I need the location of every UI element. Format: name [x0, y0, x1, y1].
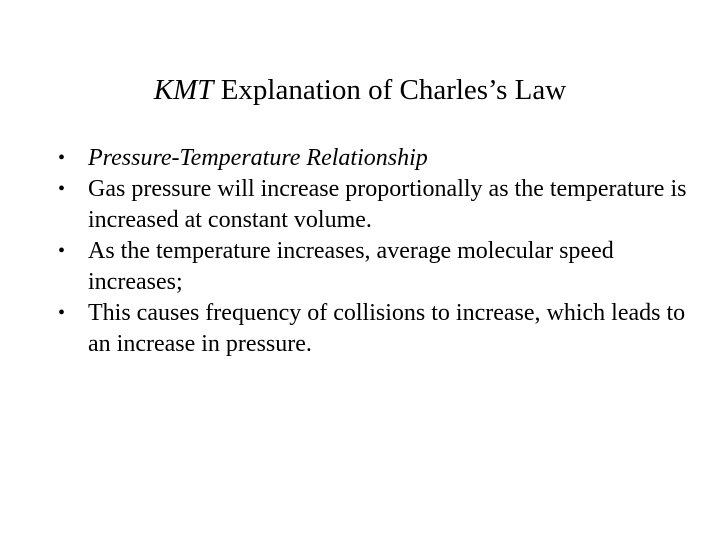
bullet-icon: • [58, 240, 66, 262]
slide-title [0, 72, 720, 108]
title-italic-part: KMT [153, 74, 214, 106]
bullet-list [58, 143, 698, 360]
bullet-text: Pressure-Temperature Relationship [88, 145, 428, 171]
bullet-text: This causes frequency of collisions to increase, which leads to an increase in pressure. [88, 300, 686, 357]
bullet-text: As the temperature increases, average molecular speed increases; [88, 238, 614, 295]
bullet-item [58, 143, 698, 174]
bullet-item [58, 174, 698, 236]
bullet-icon: • [58, 147, 66, 169]
title-rest: Explanation of Charles’s Law [213, 74, 567, 106]
bullet-item [58, 236, 698, 298]
bullet-icon: • [58, 302, 66, 324]
bullet-item [58, 298, 698, 360]
bullet-icon: • [58, 178, 66, 200]
bullet-text: Gas pressure will increase proportionally as the temperature is increased at constant volume. [88, 176, 687, 233]
